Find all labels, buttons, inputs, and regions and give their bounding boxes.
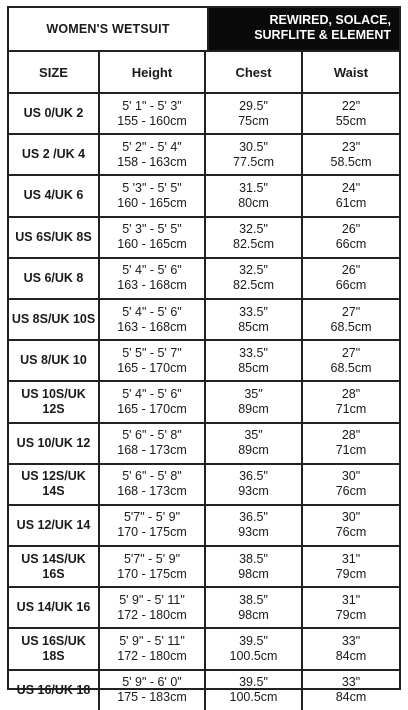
chest-metric: 93cm	[238, 484, 269, 499]
waist-cell	[302, 464, 399, 505]
chart-header	[9, 8, 399, 52]
chest-cell	[205, 93, 302, 134]
chest-imperial: 33.5"	[239, 304, 268, 319]
height-cell	[99, 381, 205, 422]
chest-imperial: 33.5"	[239, 345, 268, 360]
waist-metric: 84cm	[335, 690, 367, 705]
chest-metric: 100.5cm	[229, 690, 278, 705]
waist-metric: 79cm	[335, 566, 367, 581]
column-header-chest: Chest	[205, 52, 302, 93]
chest-imperial: 29.5"	[239, 98, 268, 113]
height-metric: 160 - 165cm	[117, 237, 187, 252]
size-cell	[9, 134, 99, 175]
size-cell	[9, 423, 99, 464]
size-cell	[9, 175, 99, 216]
waist-metric: 71cm	[335, 401, 367, 416]
waist-imperial: 30"	[341, 510, 361, 525]
size-cell	[9, 670, 99, 710]
size-label: US 6/UK 8	[23, 270, 84, 285]
waist-cell	[302, 505, 399, 546]
height-metric: 172 - 180cm	[117, 649, 187, 664]
size-cell	[9, 299, 99, 340]
chest-metric: 85cm	[238, 319, 269, 334]
height-imperial: 5'7" - 5' 9"	[123, 551, 181, 566]
chest-metric: 93cm	[238, 525, 269, 540]
waist-imperial: 28"	[341, 386, 361, 401]
chest-cell	[205, 505, 302, 546]
chest-metric: 89cm	[238, 443, 269, 458]
waist-imperial: 26"	[341, 222, 361, 237]
height-cell	[99, 175, 205, 216]
chest-imperial: 39.5"	[239, 675, 268, 690]
chest-cell	[205, 464, 302, 505]
height-cell	[99, 505, 205, 546]
chest-imperial: 38.5"	[239, 592, 268, 607]
product-line-line2: SURFLITE & ELEMENT	[254, 28, 391, 42]
waist-cell	[302, 258, 399, 299]
size-label: US 6S/UK 8S	[15, 229, 92, 244]
height-metric: 172 - 180cm	[117, 607, 187, 622]
waist-imperial: 31"	[341, 551, 361, 566]
waist-cell	[302, 670, 399, 710]
chest-cell	[205, 423, 302, 464]
waist-imperial: 28"	[341, 428, 361, 443]
chest-imperial: 35"	[244, 428, 263, 443]
waist-metric: 79cm	[335, 607, 367, 622]
height-cell	[99, 217, 205, 258]
height-imperial: 5 '3" - 5' 5"	[122, 180, 182, 195]
height-metric: 155 - 160cm	[117, 113, 187, 128]
chest-imperial: 35"	[244, 386, 263, 401]
waist-imperial: 33"	[341, 675, 361, 690]
height-cell	[99, 340, 205, 381]
waist-imperial: 31"	[341, 592, 361, 607]
waist-cell	[302, 546, 399, 587]
product-line-line1: REWIRED, SOLACE,	[269, 13, 391, 27]
waist-cell	[302, 381, 399, 422]
waist-cell	[302, 175, 399, 216]
column-header-size: SIZE	[9, 52, 99, 93]
height-metric: 170 - 175cm	[117, 566, 187, 581]
size-label: US 14S/UK 16S	[21, 551, 86, 581]
chest-cell	[205, 299, 302, 340]
chest-imperial: 30.5"	[239, 139, 268, 154]
height-cell	[99, 628, 205, 669]
height-imperial: 5' 4" - 5' 6"	[122, 304, 182, 319]
chest-cell	[205, 258, 302, 299]
table-row	[9, 175, 399, 216]
chest-metric: 100.5cm	[229, 649, 278, 664]
size-cell	[9, 258, 99, 299]
height-cell	[99, 464, 205, 505]
waist-imperial: 26"	[341, 263, 361, 278]
table-row	[9, 93, 399, 134]
waist-metric: 84cm	[335, 649, 367, 664]
height-imperial: 5' 4" - 5' 6"	[122, 386, 182, 401]
height-imperial: 5' 4" - 5' 6"	[122, 263, 182, 278]
height-metric: 160 - 165cm	[117, 195, 187, 210]
height-cell	[99, 423, 205, 464]
product-line-banner	[209, 8, 399, 50]
waist-metric: 66cm	[335, 278, 367, 293]
waist-metric: 55cm	[335, 113, 367, 128]
height-cell	[99, 134, 205, 175]
chest-cell	[205, 670, 302, 710]
height-cell	[99, 546, 205, 587]
waist-imperial: 22"	[341, 98, 361, 113]
size-label: US 14/UK 16	[16, 600, 91, 615]
chest-metric: 82.5cm	[233, 237, 274, 252]
waist-metric: 61cm	[335, 195, 367, 210]
chest-cell	[205, 381, 302, 422]
table-row	[9, 464, 399, 505]
waist-cell	[302, 340, 399, 381]
chest-imperial: 36.5"	[239, 469, 268, 484]
size-label: US 10S/UK 12S	[21, 386, 86, 416]
waist-imperial: 27"	[341, 345, 361, 360]
height-cell	[99, 299, 205, 340]
height-imperial: 5' 9" - 6' 0"	[122, 675, 182, 690]
table-row	[9, 299, 399, 340]
waist-imperial: 24"	[341, 180, 361, 195]
size-cell	[9, 381, 99, 422]
chest-metric: 80cm	[238, 195, 269, 210]
table-row	[9, 340, 399, 381]
table-row	[9, 258, 399, 299]
table-row	[9, 217, 399, 258]
height-imperial: 5' 5" - 5' 7"	[122, 345, 182, 360]
height-cell	[99, 93, 205, 134]
height-cell	[99, 258, 205, 299]
table-row	[9, 587, 399, 628]
size-cell	[9, 340, 99, 381]
chest-metric: 82.5cm	[233, 278, 274, 293]
chest-metric: 75cm	[238, 113, 269, 128]
chest-cell	[205, 546, 302, 587]
height-imperial: 5' 6" - 5' 8"	[122, 469, 182, 484]
waist-cell	[302, 423, 399, 464]
table-row	[9, 546, 399, 587]
height-imperial: 5' 9" - 5' 11"	[119, 592, 185, 607]
chest-imperial: 36.5"	[239, 510, 268, 525]
height-metric: 168 - 173cm	[117, 443, 187, 458]
size-chart	[7, 6, 401, 705]
waist-cell	[302, 217, 399, 258]
table-row	[9, 628, 399, 669]
size-cell	[9, 546, 99, 587]
size-label: US 0/UK 2	[23, 106, 84, 121]
table-row	[9, 381, 399, 422]
size-label: US 8S/UK 10S	[11, 312, 96, 327]
height-metric: 165 - 170cm	[117, 360, 187, 375]
table-row	[9, 505, 399, 546]
chest-cell	[205, 217, 302, 258]
chest-cell	[205, 587, 302, 628]
size-label: US 12S/UK 14S	[21, 469, 86, 499]
chest-imperial: 32.5"	[239, 263, 268, 278]
size-cell	[9, 587, 99, 628]
chest-metric: 98cm	[238, 566, 269, 581]
waist-metric: 66cm	[335, 237, 367, 252]
height-imperial: 5'7" - 5' 9"	[123, 510, 181, 525]
height-imperial: 5' 1" - 5' 3"	[122, 98, 182, 113]
waist-cell	[302, 93, 399, 134]
chest-metric: 98cm	[238, 607, 269, 622]
column-header-height: Height	[99, 52, 205, 93]
height-metric: 163 - 168cm	[117, 278, 187, 293]
waist-imperial: 27"	[341, 304, 361, 319]
waist-metric: 68.5cm	[330, 319, 372, 334]
size-cell	[9, 628, 99, 669]
height-metric: 158 - 163cm	[117, 154, 187, 169]
size-cell	[9, 93, 99, 134]
height-cell	[99, 670, 205, 710]
chest-imperial: 31.5"	[239, 180, 268, 195]
size-label: US 12/UK 14	[16, 517, 91, 532]
column-header-row	[9, 52, 399, 93]
size-label: US 16/UK 18	[16, 682, 91, 697]
chart-title: WOMEN'S WETSUIT	[9, 8, 209, 50]
waist-metric: 58.5cm	[330, 154, 372, 169]
height-metric: 165 - 170cm	[117, 401, 187, 416]
waist-metric: 71cm	[335, 443, 367, 458]
height-imperial: 5' 6" - 5' 8"	[122, 428, 182, 443]
waist-imperial: 30"	[341, 469, 361, 484]
waist-cell	[302, 299, 399, 340]
chest-imperial: 38.5"	[239, 551, 268, 566]
size-label: US 16S/UK 18S	[21, 634, 86, 664]
size-label: US 8/UK 10	[20, 353, 87, 368]
column-header-waist: Waist	[302, 52, 399, 93]
waist-metric: 76cm	[335, 525, 367, 540]
size-cell	[9, 505, 99, 546]
size-label: US 4/UK 6	[23, 188, 84, 203]
height-imperial: 5' 2" - 5' 4"	[122, 139, 182, 154]
waist-imperial: 23"	[341, 139, 361, 154]
chest-cell	[205, 628, 302, 669]
waist-cell	[302, 134, 399, 175]
waist-metric: 76cm	[335, 484, 367, 499]
height-metric: 170 - 175cm	[117, 525, 187, 540]
chest-cell	[205, 175, 302, 216]
chest-imperial: 39.5"	[239, 634, 268, 649]
waist-cell	[302, 587, 399, 628]
size-label: US 2 /UK 4	[21, 147, 86, 162]
table-row	[9, 423, 399, 464]
waist-metric: 68.5cm	[330, 360, 372, 375]
size-label: US 10/UK 12	[16, 435, 91, 450]
chest-imperial: 32.5"	[239, 222, 268, 237]
chest-metric: 89cm	[238, 401, 269, 416]
size-cell	[9, 217, 99, 258]
chest-cell	[205, 340, 302, 381]
height-metric: 163 - 168cm	[117, 319, 187, 334]
height-imperial: 5' 3" - 5' 5"	[122, 222, 182, 237]
table-row	[9, 670, 399, 710]
size-table	[9, 52, 399, 710]
chest-metric: 85cm	[238, 360, 269, 375]
chest-cell	[205, 134, 302, 175]
chest-metric: 77.5cm	[233, 154, 274, 169]
height-cell	[99, 587, 205, 628]
waist-cell	[302, 628, 399, 669]
height-metric: 168 - 173cm	[117, 484, 187, 499]
size-cell	[9, 464, 99, 505]
table-row	[9, 134, 399, 175]
height-metric: 175 - 183cm	[117, 690, 187, 705]
waist-imperial: 33"	[341, 634, 361, 649]
height-imperial: 5' 9" - 5' 11"	[119, 634, 185, 649]
